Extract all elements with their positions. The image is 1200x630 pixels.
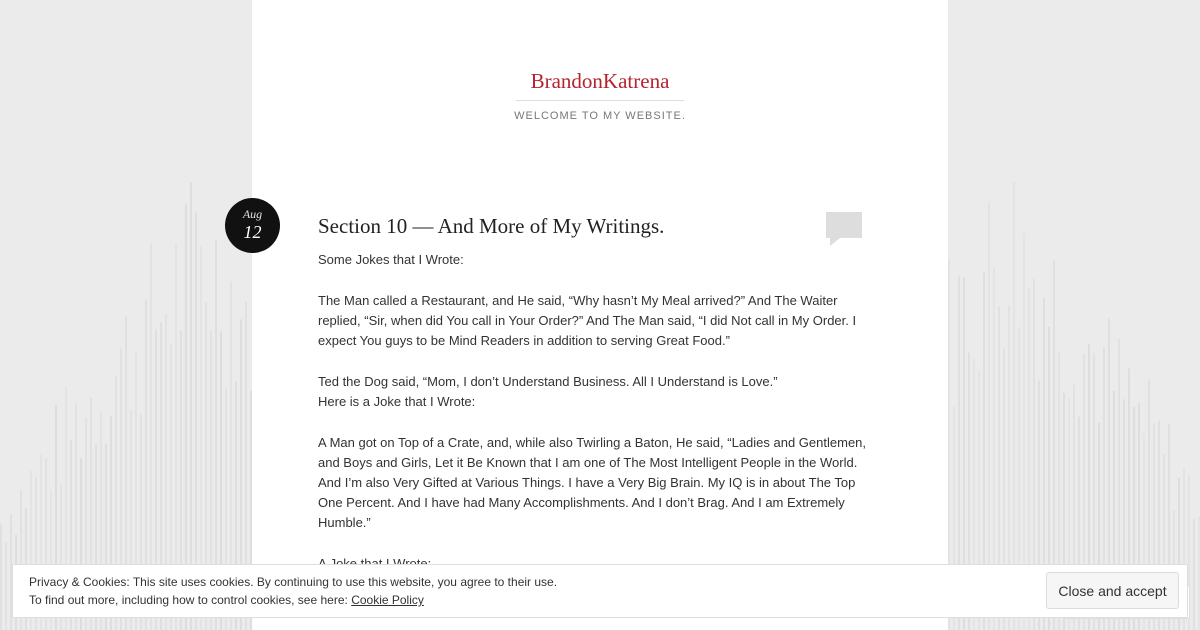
post-paragraph: Here is a Joke that I Wrote:	[318, 394, 476, 409]
title-divider	[516, 100, 684, 101]
post-date-month: Aug	[242, 207, 263, 221]
background-bar	[1013, 182, 1015, 630]
post-paragraph: The Man called a Restaurant, and He said, “Why hasn’t My Meal arrived?” And The Waiter replied, “Sir, when did You call in Your Order?” And The Man said, “I did Not call in My Order. I expect You guys to be Mind Readers in addition to serving Great Food.”	[318, 293, 857, 348]
cookie-notice-line: Privacy & Cookies: This site uses cookies. By continuing to use this website, you agree to their use.	[29, 575, 558, 589]
cookie-notice-line	[29, 591, 557, 609]
cookie-notice-text	[29, 573, 557, 609]
background-bar	[1193, 519, 1195, 630]
background-bar	[0, 524, 2, 630]
post-paragraph: A Man got on Top of a Crate, and, while also Twirling a Baton, He said, “Ladies and Gentlemen, and Boys and Girls, Let it Be Known that I am one of The Most Intelligent People in the World. And I’m also Very Gifted at Various Things. I have a Very Big Brain. My IQ is in about The Top One Percent. And I have had Many Accomplishments. And I don’t Brag. And I am Extremely Humble.”	[318, 435, 867, 530]
background-bar	[190, 182, 192, 630]
close-and-accept-button[interactable]: Close and accept	[1046, 572, 1179, 609]
post-paragraph: Ted the Dog said, “Mom, I don’t Understand Business. All I Understand is Love.”	[318, 374, 778, 389]
cookie-notice-prefix: To find out more, including how to control cookies, see here:	[29, 593, 352, 607]
comment-bubble-icon[interactable]	[826, 212, 862, 248]
post-title[interactable]: Section 10 — And More of My Writings.	[318, 214, 665, 238]
cookie-banner	[12, 564, 1188, 618]
background-bar	[5, 542, 7, 630]
post-body	[318, 250, 870, 574]
site-title[interactable]: BrandonKatrena	[530, 69, 670, 93]
post-entry	[318, 212, 870, 595]
post-paragraph: Some Jokes that I Wrote:	[318, 252, 464, 267]
cookie-policy-link[interactable]: Cookie Policy	[351, 593, 424, 607]
post-date-badge[interactable]	[225, 198, 280, 253]
site-tagline: WELCOME TO MY WEBSITE.	[514, 110, 686, 122]
post-date-day: 12	[243, 222, 262, 242]
